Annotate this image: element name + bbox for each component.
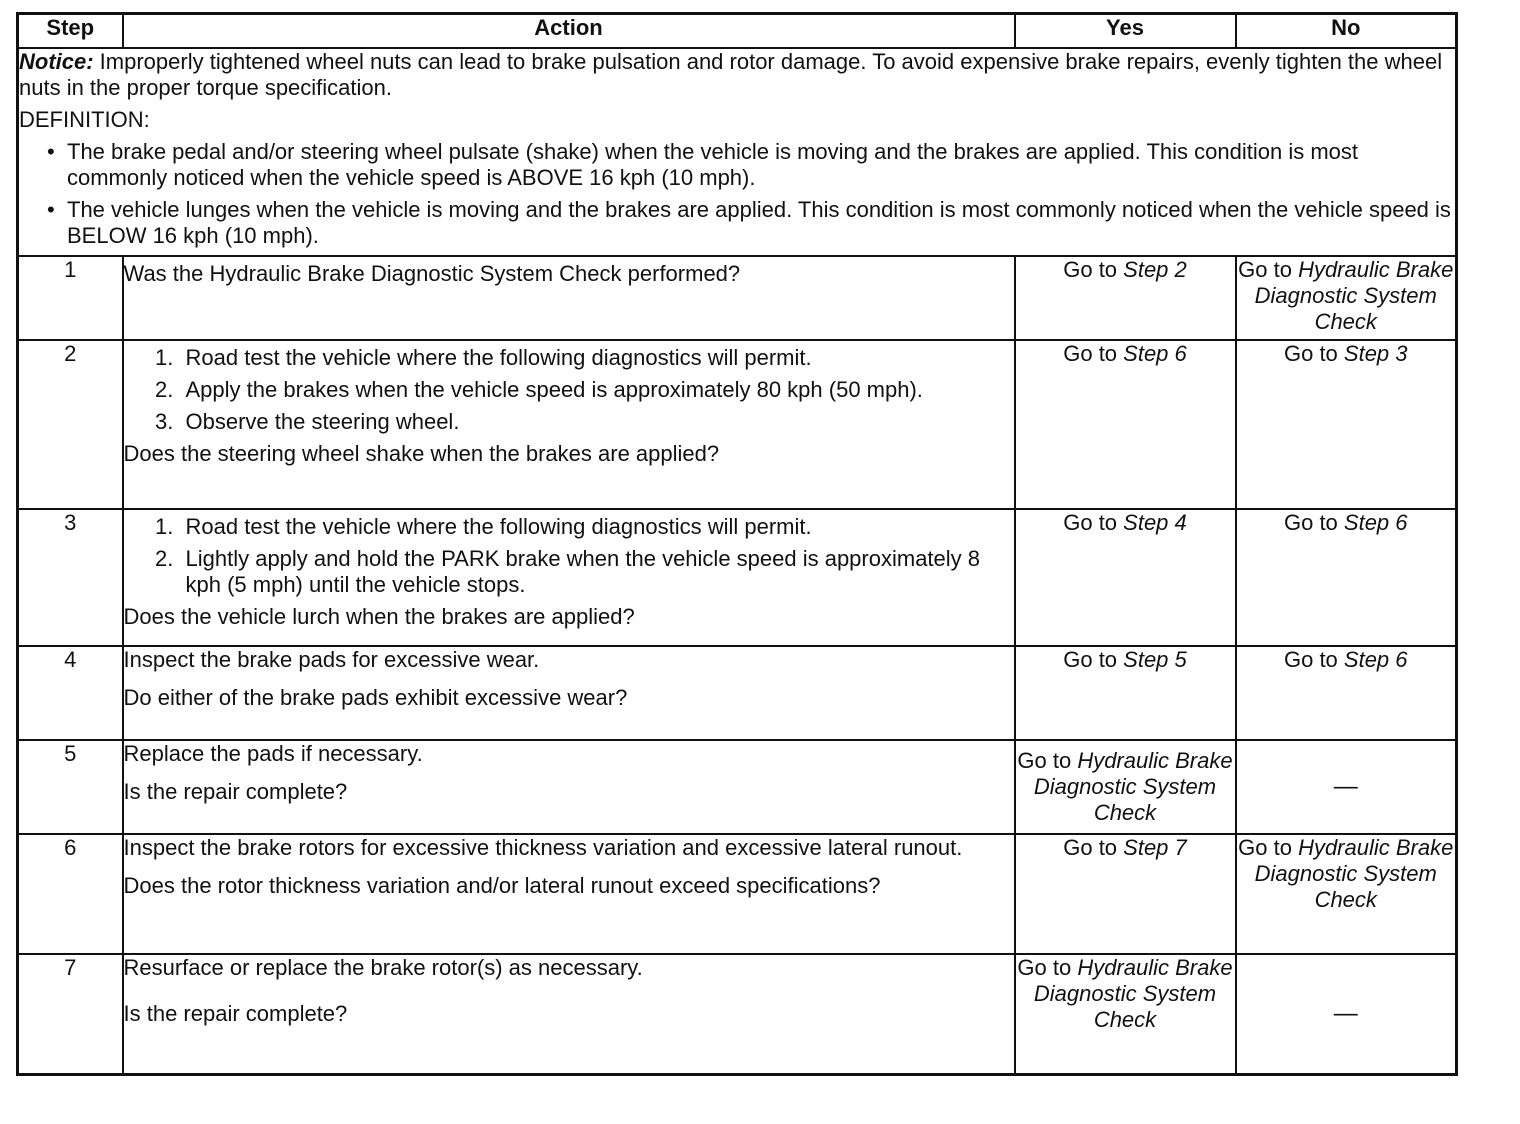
yes-lead: Go to [1017, 748, 1078, 773]
step-number: 1 [18, 256, 123, 340]
yes-lead: Go to [1063, 341, 1124, 366]
yes-lead: Go to [1063, 510, 1124, 535]
step-number: 3 [18, 509, 123, 646]
yes-cell [1015, 340, 1236, 509]
action-cell [123, 256, 1015, 340]
action-step-item: 2. Lightly apply and hold the PARK brake when the vehicle speed is approximately 8 kph (5 mph) until the vehicle stops. [180, 546, 1014, 598]
action-instruction: Inspect the brake rotors for excessive thickness variation and excessive lateral runout. [123, 835, 963, 860]
yes-link[interactable]: Hydraulic Brake Diagnostic System Check [1033, 955, 1233, 1032]
no-link[interactable]: Step 3 [1343, 341, 1408, 366]
step-number: 2 [18, 340, 123, 509]
yes-cell [1015, 954, 1236, 1075]
step-row [18, 509, 1457, 646]
yes-lead: Go to [1063, 257, 1124, 282]
step-row [18, 340, 1457, 509]
action-instruction: Replace the pads if necessary. [123, 741, 423, 766]
action-instruction: Inspect the brake pads for excessive wear. [123, 647, 540, 672]
step-row [18, 740, 1457, 834]
action-question: Does the rotor thickness variation and/or lateral runout exceed specifications? [123, 873, 881, 898]
no-cell [1236, 340, 1457, 509]
step-row [18, 256, 1457, 340]
notice-paragraph [19, 49, 1455, 101]
yes-cell [1015, 646, 1236, 740]
yes-cell [1015, 509, 1236, 646]
definition-item: • The vehicle lunges when the vehicle is moving and the brakes are applied. This condition is most commonly noticed when the vehicle speed is BELOW 16 kph (10 mph). [47, 197, 1455, 249]
definition-item: • The brake pedal and/or steering wheel pulsate (shake) when the vehicle is moving and the brakes are applied. This condition is most commonly noticed when the vehicle speed is ABOVE 16 kph (10 mph). [47, 139, 1455, 191]
notice-label: Notice: [19, 49, 94, 74]
yes-link[interactable]: Hydraulic Brake Diagnostic System Check [1033, 748, 1233, 825]
header-no: No [1236, 14, 1457, 49]
action-question: Is the repair complete? [123, 1001, 348, 1026]
notice-cell [18, 48, 1457, 256]
header-row [18, 14, 1457, 49]
diagnostic-table [16, 12, 1458, 1076]
definition-title: DEFINITION: [19, 107, 150, 132]
yes-lead: Go to [1017, 955, 1078, 980]
no-cell [1236, 256, 1457, 340]
action-cell [123, 340, 1015, 509]
no-lead: Go to [1238, 835, 1299, 860]
step-number: 5 [18, 740, 123, 834]
step-row [18, 954, 1457, 1075]
action-cell [123, 646, 1015, 740]
no-lead: Go to [1238, 257, 1299, 282]
action-question: Does the vehicle lurch when the brakes are applied? [123, 604, 635, 629]
action-step-item: 2. Apply the brakes when the vehicle speed is approximately 80 kph (50 mph). [180, 377, 1014, 403]
action-steps [124, 345, 1014, 435]
action-cell [123, 954, 1015, 1075]
no-dash: — [1333, 773, 1358, 800]
yes-lead: Go to [1063, 835, 1124, 860]
yes-link[interactable]: Step 6 [1123, 341, 1187, 366]
action-question: Was the Hydraulic Brake Diagnostic System Check performed? [123, 261, 741, 286]
no-cell [1236, 646, 1457, 740]
step-number: 6 [18, 834, 123, 954]
no-cell [1236, 509, 1457, 646]
no-lead: Go to [1283, 341, 1344, 366]
header-action: Action [123, 14, 1015, 49]
definition-list [19, 139, 1455, 249]
action-steps [124, 514, 1014, 598]
no-cell [1236, 954, 1457, 1075]
no-link[interactable]: Hydraulic Brake Diagnostic System Check [1254, 835, 1454, 912]
action-step-item: 1. Road test the vehicle where the following diagnostics will permit. [180, 514, 1014, 540]
action-step-item: 1. Road test the vehicle where the following diagnostics will permit. [180, 345, 1014, 371]
yes-link[interactable]: Step 4 [1123, 510, 1187, 535]
yes-link[interactable]: Step 2 [1123, 257, 1187, 282]
step-number: 4 [18, 646, 123, 740]
yes-cell [1015, 740, 1236, 834]
action-cell [123, 740, 1015, 834]
no-link[interactable]: Hydraulic Brake Diagnostic System Check [1254, 257, 1454, 334]
yes-lead: Go to [1063, 647, 1124, 672]
action-question: Does the steering wheel shake when the brakes are applied? [123, 441, 720, 466]
no-link[interactable]: Step 6 [1343, 647, 1408, 672]
no-dash: — [1333, 1000, 1358, 1027]
action-cell [123, 834, 1015, 954]
notice-row [18, 48, 1457, 256]
action-step-item: 3. Observe the steering wheel. [180, 409, 1014, 435]
step-row [18, 834, 1457, 954]
no-link[interactable]: Step 6 [1343, 510, 1408, 535]
yes-cell [1015, 256, 1236, 340]
no-lead: Go to [1283, 510, 1344, 535]
no-cell [1236, 834, 1457, 954]
yes-link[interactable]: Step 7 [1123, 835, 1187, 860]
yes-cell [1015, 834, 1236, 954]
step-number: 7 [18, 954, 123, 1075]
action-question: Is the repair complete? [123, 779, 348, 804]
yes-link[interactable]: Step 5 [1123, 647, 1187, 672]
step-row [18, 646, 1457, 740]
no-lead: Go to [1283, 647, 1344, 672]
no-cell [1236, 740, 1457, 834]
action-cell [123, 509, 1015, 646]
header-step: Step [18, 14, 123, 49]
header-yes: Yes [1015, 14, 1236, 49]
notice-text: Improperly tightened wheel nuts can lead to brake pulsation and rotor damage. To avoid expensive brake repairs, evenly tighten the wheel nuts in the proper torque specification. [19, 49, 1443, 100]
action-question: Do either of the brake pads exhibit excessive wear? [123, 685, 628, 710]
action-instruction: Resurface or replace the brake rotor(s) as necessary. [123, 955, 643, 980]
